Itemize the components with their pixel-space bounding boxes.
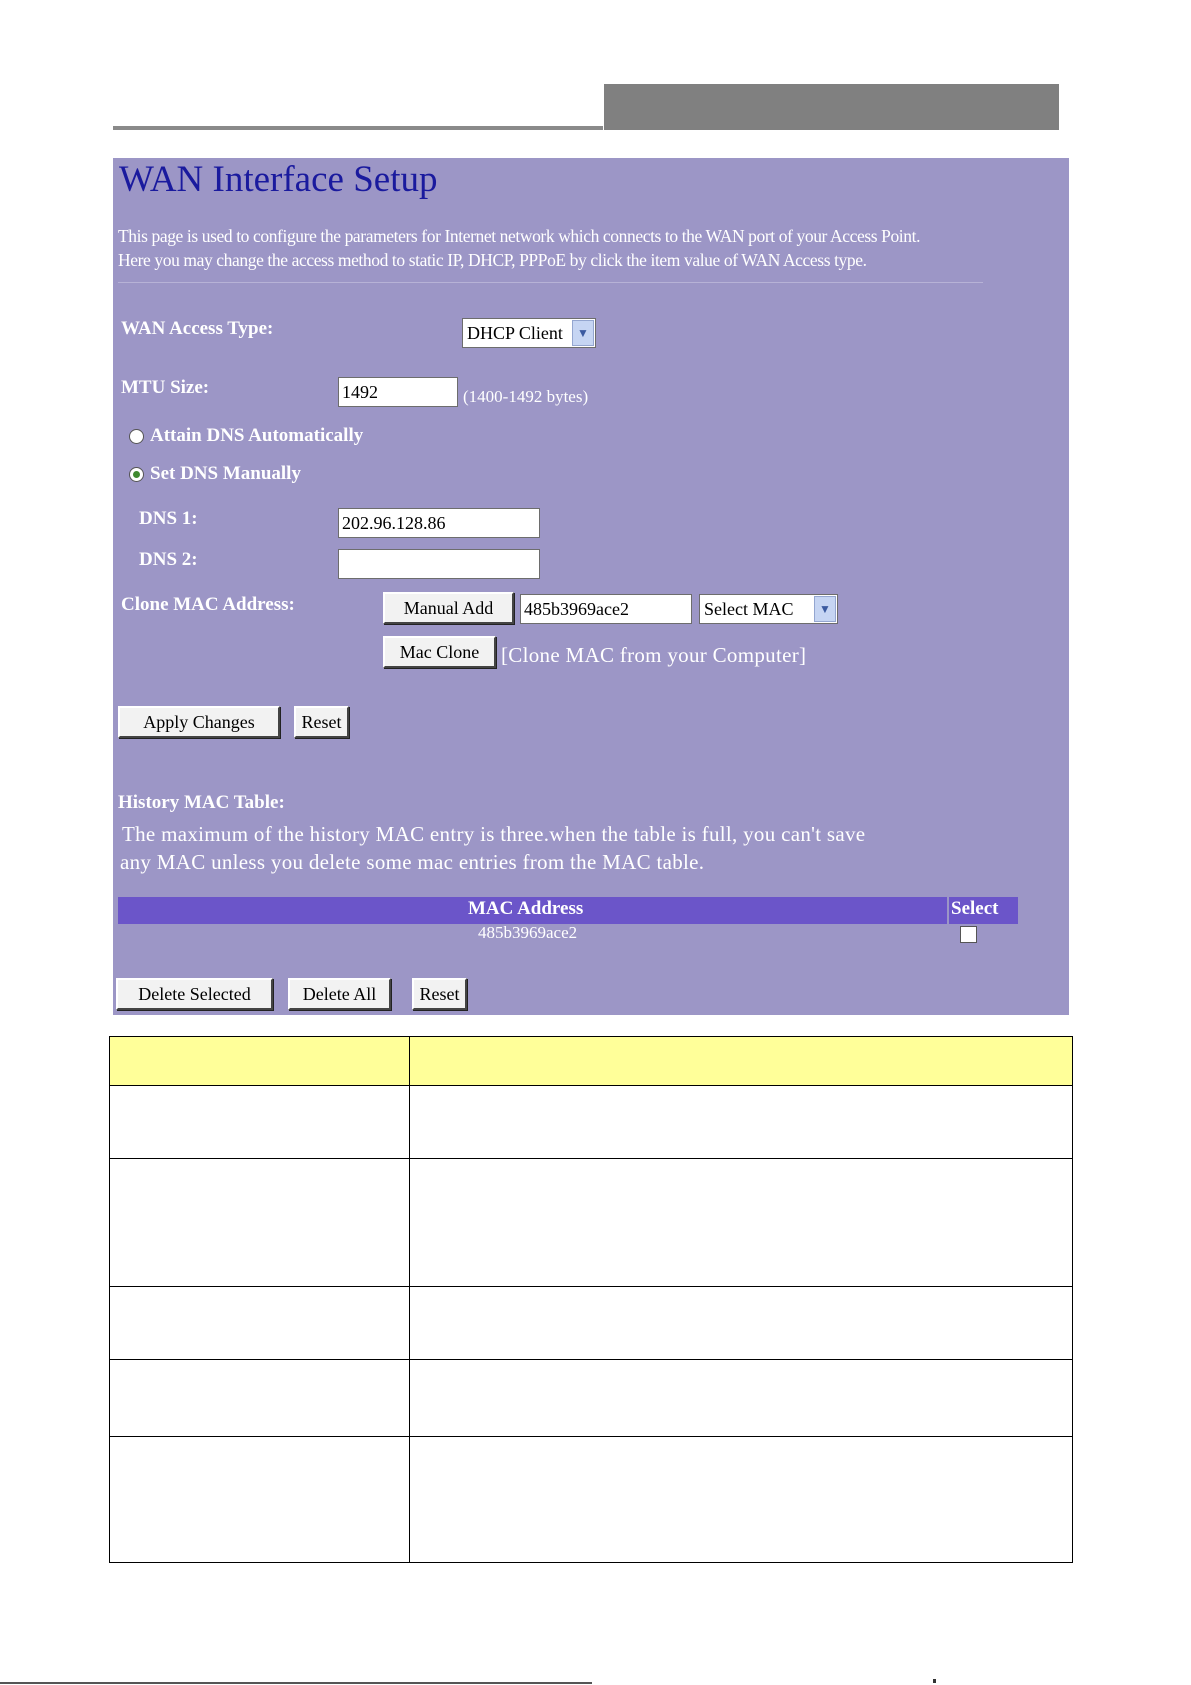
manual-add-button[interactable]: Manual Add <box>383 592 514 624</box>
select-column-header: Select <box>951 898 999 919</box>
table-header-cell <box>410 1037 1073 1086</box>
table-cell <box>110 1159 410 1287</box>
clone-mac-input[interactable]: 485b3969ace2 <box>520 594 692 624</box>
wan-access-type-value: DHCP Client <box>467 323 563 343</box>
table-row <box>110 1287 1073 1360</box>
table-cell <box>110 1086 410 1159</box>
table-cell <box>410 1159 1073 1287</box>
dns2-input[interactable] <box>338 549 540 579</box>
header-bar <box>604 84 1059 130</box>
history-mac-heading: History MAC Table: <box>118 792 285 813</box>
table-cell <box>410 1287 1073 1360</box>
mac-table-row-checkbox[interactable] <box>960 926 977 943</box>
reset-button[interactable]: Reset <box>294 706 349 738</box>
wan-access-type-label: WAN Access Type: <box>121 318 274 339</box>
history-note-line1: The maximum of the history MAC entry is three.when the table is full, you can't save <box>122 822 866 846</box>
mtu-size-label: MTU Size: <box>121 377 210 398</box>
chevron-down-icon: ▼ <box>814 596 836 622</box>
wan-access-type-select[interactable] <box>462 318 596 348</box>
set-dns-manual-radio[interactable] <box>129 467 144 482</box>
mtu-size-input[interactable]: 1492 <box>338 377 458 407</box>
table-cell <box>410 1360 1073 1437</box>
mac-clone-hint: [Clone MAC from your Computer] <box>501 643 807 667</box>
table-row <box>110 1159 1073 1287</box>
history-note-line2: any MAC unless you delete some mac entries from the MAC table. <box>120 850 705 874</box>
page-description-line2: Here you may change the access method to static IP, DHCP, PPPoE by click the item value of WAN Access type. <box>118 250 867 270</box>
table-cell <box>410 1086 1073 1159</box>
mac-table-row-mac: 485b3969ace2 <box>478 923 578 942</box>
page-title: WAN Interface Setup <box>119 159 438 200</box>
select-mac-value: Select MAC <box>704 599 794 619</box>
history-reset-button[interactable]: Reset <box>412 978 467 1010</box>
table-row <box>110 1437 1073 1563</box>
page-description-line1: This page is used to configure the parameters for Internet network which connects to the WAN port of your Access Point. <box>118 226 921 246</box>
table-row <box>110 1360 1073 1437</box>
dns2-label: DNS 2: <box>139 549 198 570</box>
table-row <box>110 1086 1073 1159</box>
select-mac-dropdown[interactable] <box>699 594 838 624</box>
table-cell <box>110 1437 410 1563</box>
table-cell <box>110 1360 410 1437</box>
footer-rule <box>0 1682 592 1684</box>
wan-setup-panel <box>113 158 1069 1015</box>
dns1-label: DNS 1: <box>139 508 198 529</box>
mtu-size-hint: (1400-1492 bytes) <box>463 387 589 406</box>
mac-column-header: MAC Address <box>468 898 584 919</box>
separator <box>118 282 983 283</box>
clone-mac-label: Clone MAC Address: <box>121 594 295 615</box>
table-cell <box>410 1437 1073 1563</box>
table-cell <box>110 1287 410 1360</box>
table-header-cell <box>110 1037 410 1086</box>
dns1-input[interactable]: 202.96.128.86 <box>338 508 540 538</box>
chevron-down-icon: ▼ <box>572 320 594 346</box>
mac-clone-button[interactable]: Mac Clone <box>383 636 496 668</box>
delete-selected-button[interactable]: Delete Selected <box>116 978 273 1010</box>
delete-all-button[interactable]: Delete All <box>288 978 391 1010</box>
footer-mark <box>933 1679 936 1683</box>
attain-dns-auto-radio[interactable] <box>129 429 144 444</box>
description-table <box>109 1036 1073 1563</box>
description-table-header <box>110 1037 1073 1086</box>
set-dns-manual-label: Set DNS Manually <box>150 463 301 484</box>
apply-changes-button[interactable]: Apply Changes <box>118 706 280 738</box>
attain-dns-auto-label: Attain DNS Automatically <box>150 425 364 446</box>
header-rule <box>113 126 603 130</box>
